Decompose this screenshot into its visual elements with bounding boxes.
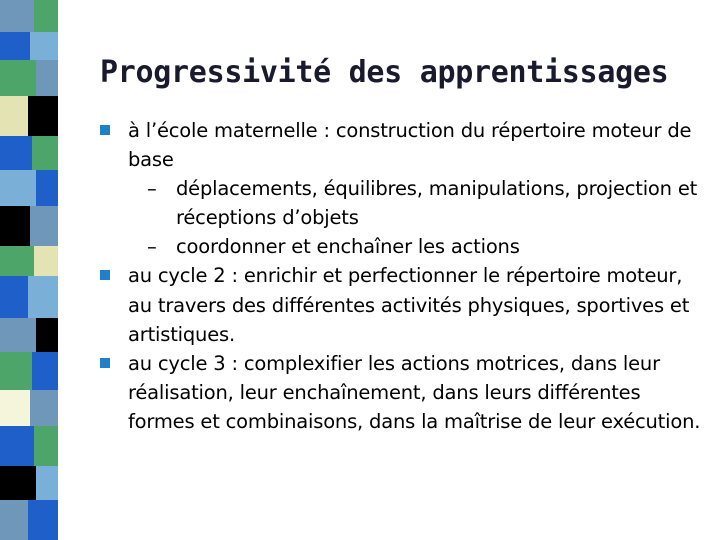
bullet-item <box>100 349 710 436</box>
stripe-block <box>0 170 36 206</box>
bullet-item <box>100 261 710 348</box>
bullet-item <box>100 116 710 174</box>
stripe-block <box>34 426 58 466</box>
stripe-block <box>0 60 36 96</box>
stripe-block <box>32 352 58 390</box>
stripe-block <box>36 318 58 352</box>
stripe-block <box>0 500 28 540</box>
stripe-block <box>0 390 30 426</box>
bullet-text: au cycle 2 : enrichir et perfectionner le répertoire moteur, au travers des différentes activités physiques, sportives et artistiques. <box>128 264 690 346</box>
stripe-block <box>0 206 30 246</box>
sub-bullet-item <box>100 232 710 261</box>
stripe-block <box>36 60 58 96</box>
stripe-block <box>28 96 58 136</box>
stripe-block <box>30 390 58 426</box>
stripe-block <box>0 276 28 318</box>
sub-bullet-text: coordonner et enchaîner les actions <box>176 235 520 259</box>
decorative-stripe <box>0 0 58 540</box>
square-bullet-icon <box>100 125 110 135</box>
stripe-block <box>0 0 34 32</box>
slide-body <box>100 116 710 436</box>
sub-bullet-text: déplacements, équilibres, manipulations, projection et réceptions d’objets <box>176 177 698 230</box>
stripe-block <box>0 246 34 276</box>
stripe-block <box>0 136 32 170</box>
square-bullet-icon <box>100 270 110 280</box>
stripe-block <box>0 426 34 466</box>
stripe-block <box>34 246 58 276</box>
stripe-block <box>0 96 28 136</box>
stripe-block <box>34 0 58 32</box>
sub-bullet-item <box>100 174 710 232</box>
dash-marker: – <box>147 235 157 259</box>
bullet-text: au cycle 3 : complexifier les actions motrices, dans leur réalisation, leur enchaînement, dans leurs différentes formes et combinaisons, dans la maîtrise de leur exécution. <box>128 351 701 433</box>
stripe-block <box>0 32 30 60</box>
stripe-block <box>36 466 58 500</box>
stripe-block <box>30 206 58 246</box>
square-bullet-icon <box>100 358 110 368</box>
bullet-text: à l’école maternelle : construction du répertoire moteur de base <box>128 119 692 172</box>
stripe-block <box>0 466 36 500</box>
slide-title: Progressivité des apprentissages <box>100 55 669 90</box>
stripe-block <box>28 276 58 318</box>
stripe-block <box>28 500 58 540</box>
dash-marker: – <box>147 177 157 201</box>
stripe-block <box>0 352 32 390</box>
stripe-block <box>32 136 58 170</box>
stripe-block <box>30 32 58 60</box>
stripe-block <box>36 170 58 206</box>
stripe-block <box>0 318 36 352</box>
